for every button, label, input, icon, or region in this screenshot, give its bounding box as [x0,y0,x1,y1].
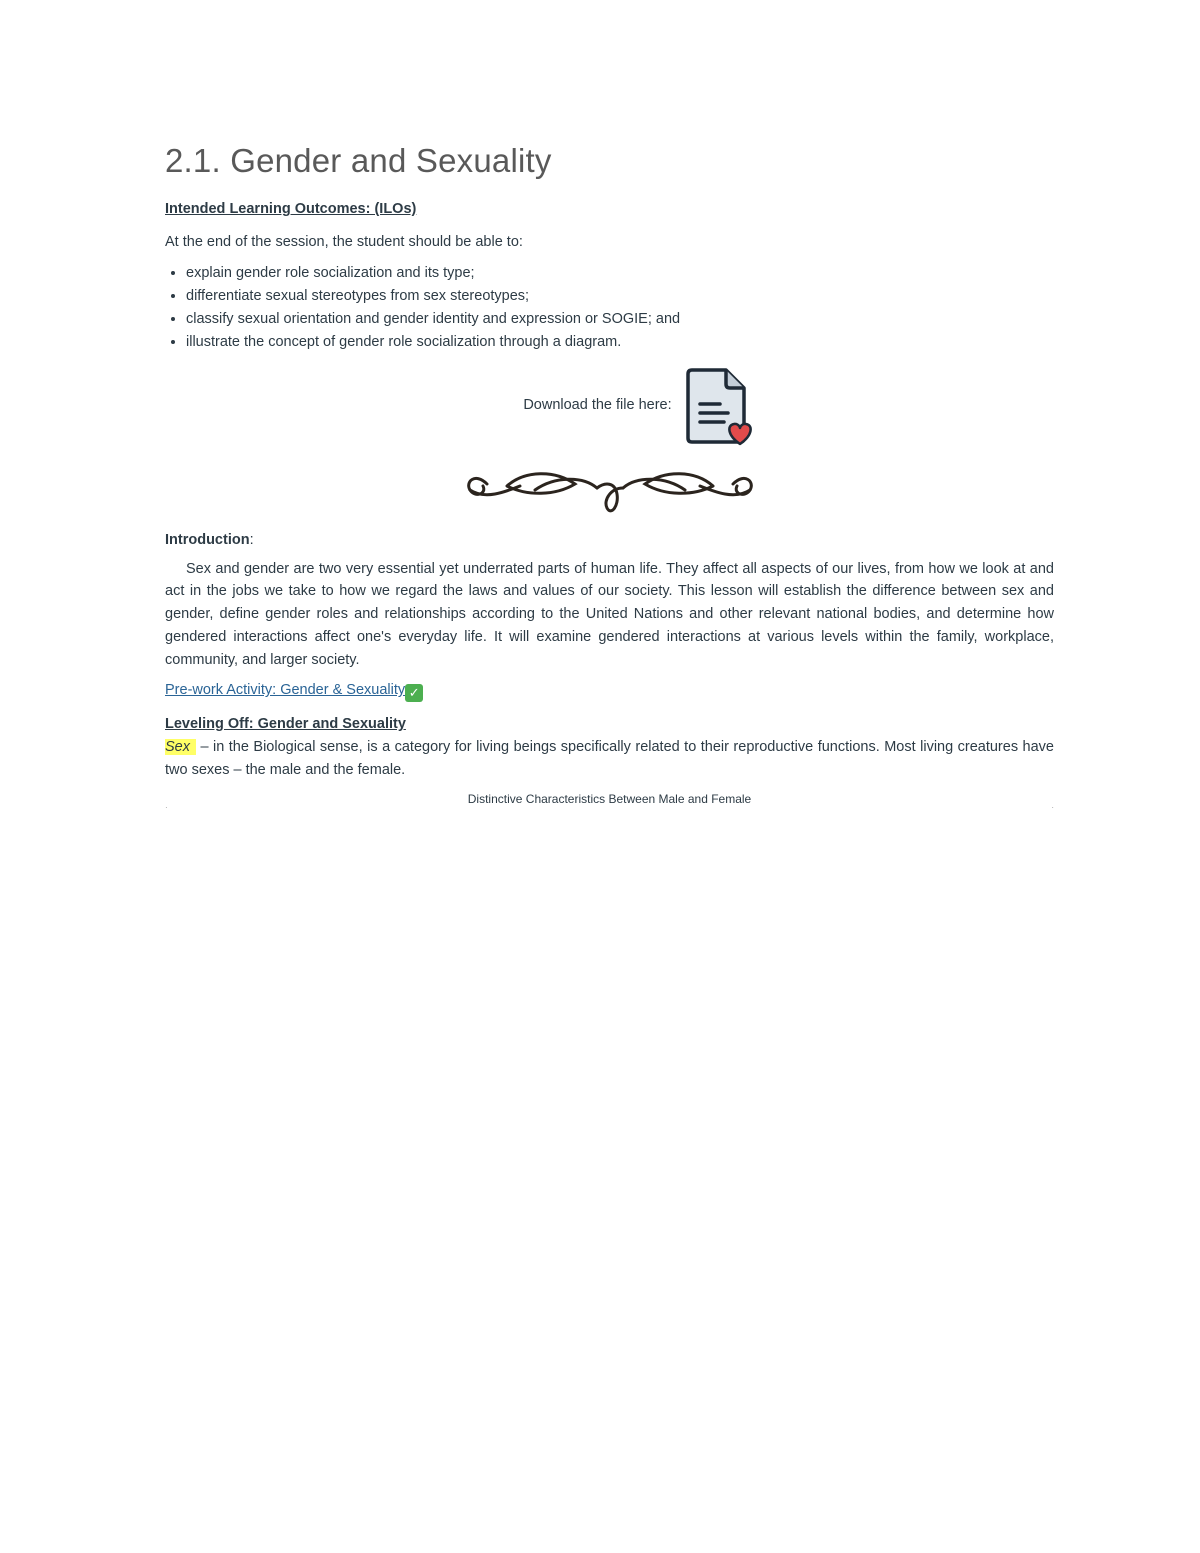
page-title: 2.1. Gender and Sexuality [165,142,552,179]
table-edge-mark: · [1051,802,1054,812]
leveling-off-heading: Leveling Off: Gender and Sexuality [165,716,406,733]
list-item: • explain gender role socialization and its type; [186,262,1054,285]
introduction-text: Sex and gender are two very essential yet underrated parts of human life. They affect all aspects of our lives, from how we look at and act in the jobs we take to how we regard the laws and values of our society. This lesson will establish the difference between sex and gender, define gender roles and relationships according to the United Nations and other relevant national bodies, and determine how gendered interactions affect one's everyday life. It will examine gendered interactions at various levels within the family, workplace, community, and larger society. [165,560,1054,669]
file-heart-icon[interactable] [680,368,756,448]
download-row [165,368,1054,448]
ornamental-flourish-icon [165,462,1054,518]
ilos-heading: Intended Learning Outcomes: (ILOs) [165,201,417,218]
introduction-heading [165,532,1054,548]
list-item: • classify sexual orientation and gender identity and expression or SOGIE; and [186,308,1054,331]
introduction-heading-colon: : [249,531,254,548]
table-caption-text: Distinctive Characteristics Between Male and Female [467,791,752,806]
list-item: • differentiate sexual stereotypes from sex stereotypes; [186,285,1054,308]
highlighted-term: Sex [165,739,196,755]
prework-link-text: Pre-work Activity: Gender & Sexuality [165,682,406,699]
download-label: Download the file here: [523,396,672,413]
check-mark-icon: ✓ [405,684,423,702]
ilos-intro: At the end of the session, the student should be able to: [165,234,523,250]
list-item: • illustrate the concept of gender role socialization through a diagram. [186,331,1054,354]
introduction-heading-text: Introduction [165,531,250,548]
sex-definition-text: – in the Biological sense, is a category for living beings specifically related to their reproductive functions. Most living creatures have two sexes – the male and the female. [165,738,1054,778]
prework-activity-link[interactable] [165,682,423,702]
ilos-list [165,262,1054,354]
table-caption [165,791,1054,812]
page-content [165,140,1054,812]
sex-definition [165,736,1054,782]
table-edge-mark: · [165,802,168,812]
